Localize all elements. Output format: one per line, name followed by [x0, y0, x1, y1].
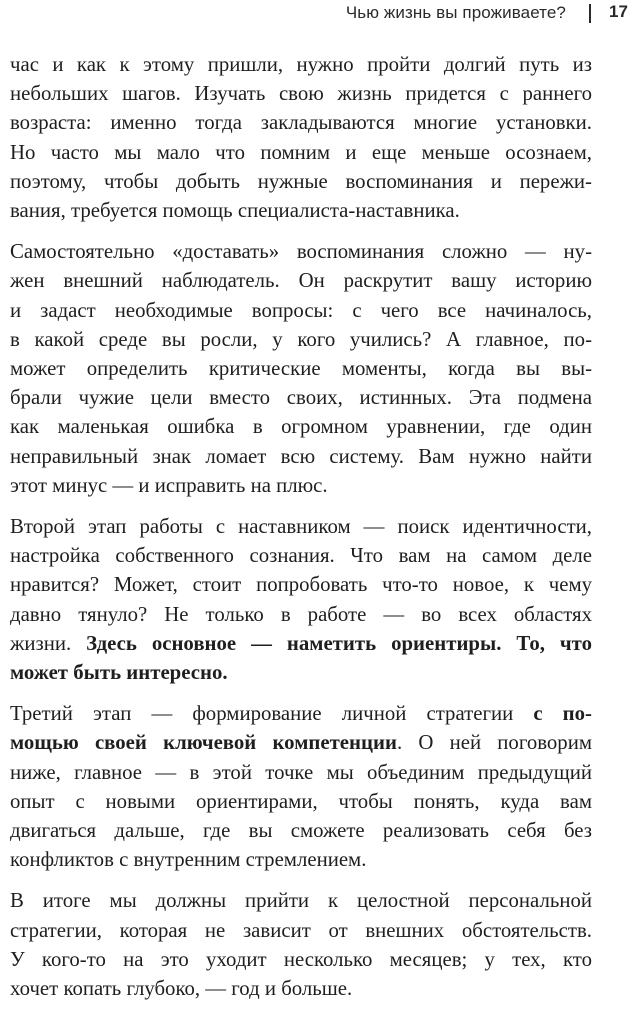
running-header — [0, 0, 638, 26]
text-run: вания, требуется помощь специалиста-наставника. — [10, 199, 460, 223]
text-line — [10, 471, 592, 500]
text-line — [10, 296, 592, 325]
text-run: в какой среде вы росли, у кого учились? А главное, по- — [10, 327, 592, 351]
paragraph — [10, 512, 592, 687]
text-line — [10, 658, 592, 687]
text-run: нравится? Может, стоит попробовать что-то новое, к чему — [10, 573, 592, 597]
text-run: неправильный знак ломает всю систему. Вам нужно найти — [10, 444, 592, 468]
text-line — [10, 600, 592, 629]
text-run: жен внешний наблюдатель. Он раскрутит вашу историю — [10, 269, 592, 293]
paragraph — [10, 886, 592, 1003]
header-divider — [589, 4, 591, 23]
text-run: У кого-то на это уходит несколько месяцев; у тех, кто — [10, 947, 592, 971]
text-run: стратегии, которая не зависит от внешних обстоятельств. — [10, 918, 592, 942]
text-line — [10, 787, 592, 816]
text-line — [10, 541, 592, 570]
text-line — [10, 50, 592, 79]
body-text — [10, 50, 592, 1015]
text-run: хочет копать глубоко, — год и больше. — [10, 977, 353, 1001]
text-run: опыт с новыми ориентирами, чтобы понять, куда вам — [10, 789, 592, 813]
text-run: Третий этап — формирование личной стратегии — [10, 702, 534, 726]
text-line — [10, 699, 592, 728]
text-run: Второй этап работы с наставником — поиск идентичности, — [10, 515, 592, 539]
text-line — [10, 325, 592, 354]
text-line — [10, 945, 592, 974]
page-number: 17 — [609, 2, 628, 21]
bold-text-run: Здесь основное — наметить ориентиры. То, что — [86, 631, 592, 655]
bold-text-run: мощью своей ключевой компетенции — [10, 731, 397, 755]
text-run: жизни. — [10, 631, 87, 655]
bold-text-run: может быть интересно. — [10, 661, 228, 685]
text-line — [10, 974, 592, 1003]
text-line — [10, 412, 592, 441]
text-run: возраста: именно тогда закладываются многие установки. — [10, 111, 592, 135]
text-line — [10, 886, 592, 915]
text-line — [10, 237, 592, 266]
running-header-title: Чью жизнь вы проживаете? — [345, 3, 566, 22]
text-line — [10, 570, 592, 599]
bold-text-run: с по- — [533, 702, 592, 726]
text-run: конфликтов с внутренним стремлением. — [10, 848, 367, 872]
text-line — [10, 512, 592, 541]
text-run: Самостоятельно «доставать» воспоминания сложно — ну- — [10, 240, 592, 264]
text-line — [10, 816, 592, 845]
text-line — [10, 629, 592, 658]
text-line — [10, 79, 592, 108]
text-line — [10, 196, 592, 225]
text-run: ниже, главное — в этой точке мы объединим предыдущий — [10, 760, 592, 784]
text-run: давно тянуло? Не только в работе — во всех областях — [10, 602, 592, 626]
text-run: двигаться дальше, где вы сможете реализовать себя без — [10, 819, 592, 843]
text-run: и задаст необходимые вопросы: с чего все начиналось, — [10, 298, 592, 322]
text-run: . О ней поговорим — [396, 731, 592, 755]
text-run: поэтому, чтобы добыть нужные воспоминания и пережи- — [10, 169, 592, 193]
text-line — [10, 108, 592, 137]
paragraph — [10, 50, 592, 225]
paragraph — [10, 237, 592, 500]
text-run: как маленькая ошибка в огромном уравнении, где один — [10, 415, 592, 439]
text-line — [10, 728, 592, 757]
text-run: может определить критические моменты, когда вы вы- — [10, 357, 592, 381]
text-line — [10, 758, 592, 787]
text-run: Но часто мы мало что помним и еще меньше осознаем, — [10, 140, 592, 164]
text-line — [10, 916, 592, 945]
text-line — [10, 167, 592, 196]
text-line — [10, 383, 592, 412]
text-run: настройка собственного сознания. Что вам на самом деле — [10, 544, 592, 568]
text-run: час и как к этому пришли, нужно пройти долгий путь из — [10, 53, 592, 76]
paragraph — [10, 699, 592, 874]
text-run: В итоге мы должны прийти к целостной персональной — [10, 889, 592, 913]
text-run: брали чужие цели вместо своих, истинных. Эта подмена — [10, 386, 592, 410]
text-line — [10, 442, 592, 471]
text-line — [10, 266, 592, 295]
text-run: небольших шагов. Изучать свою жизнь придется с раннего — [10, 82, 592, 106]
text-run: этот минус — и исправить на плюс. — [10, 473, 328, 497]
text-line — [10, 138, 592, 167]
text-line — [10, 845, 592, 874]
text-line — [10, 354, 592, 383]
